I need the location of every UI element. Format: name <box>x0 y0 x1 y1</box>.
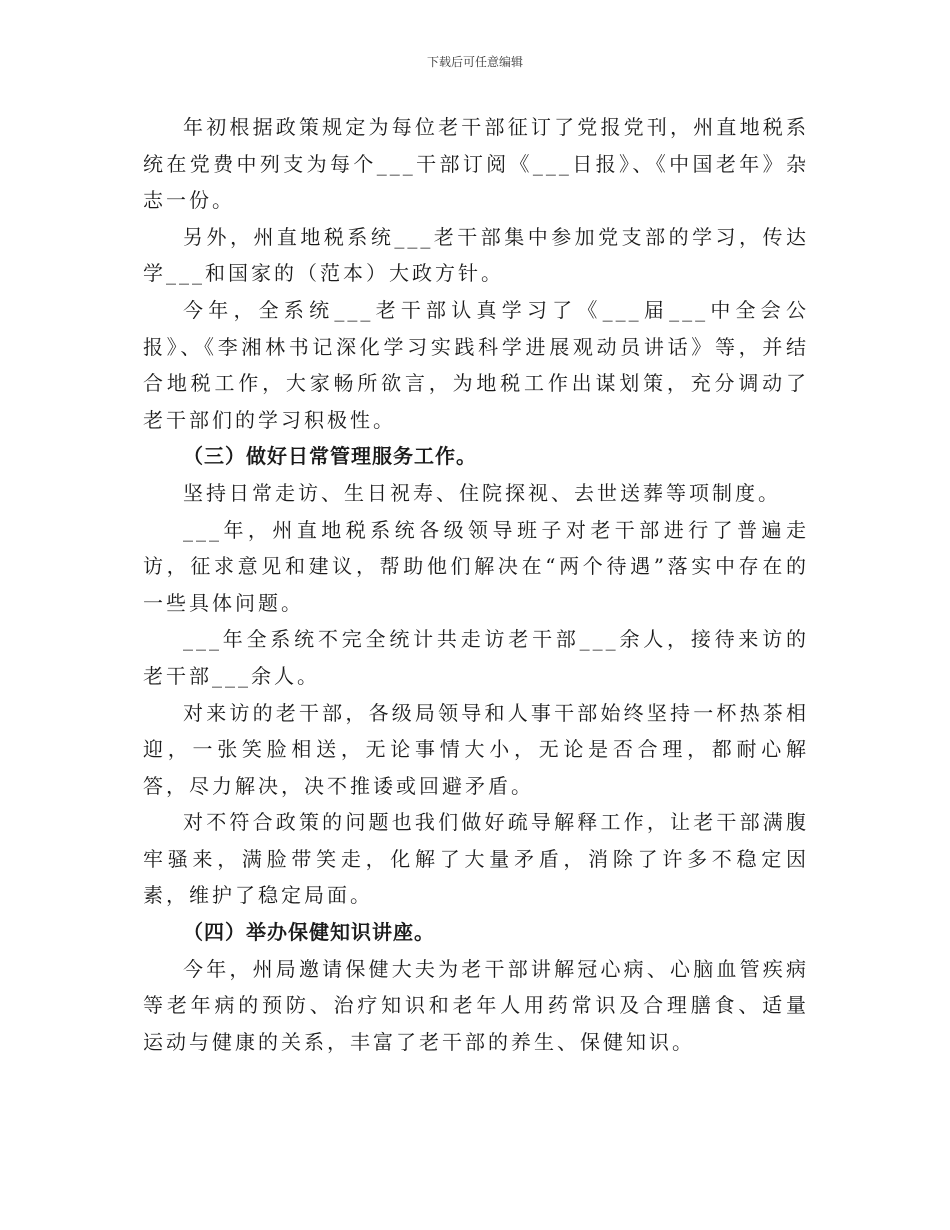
paragraph: 对不符合政策的问题也我们做好疏导解释工作，让老干部满腹牢骚来，满脸带笑走，化解了大量矛盾，消除了许多不稳定因素，维护了稳定局面。 <box>143 810 809 908</box>
paragraph: ___年，州直地税系统各级领导班子对老干部进行了普遍走访，征求意见和建议，帮助他们解决在“两个待遇”落实中存在的一些具体问题。 <box>143 517 809 615</box>
page-header: 下载后可任意编辑 <box>426 55 523 69</box>
paragraph: 另外，州直地税系统___老干部集中参加党支部的学习，传达学___和国家的（范本）大政方针。 <box>143 224 809 286</box>
paragraph: 对来访的老干部，各级局领导和人事干部始终坚持一杯热茶相迎，一张笑脸相送，无论事情大小，无论是否合理，都耐心解答，尽力解决，决不推诿或回避矛盾。 <box>143 700 809 798</box>
paragraph: 坚持日常走访、生日祝寿、住院探视、去世送葬等项制度。 <box>183 480 781 505</box>
paragraph: 年初根据政策规定为每位老干部征订了党报党刊，州直地税系统在党费中列支为每个___干部订阅《___日报》、《中国老年》杂志一份。 <box>143 115 809 213</box>
section-heading: （四）举办保健知识讲座。 <box>183 920 435 945</box>
section-heading: （三）做好日常管理服务工作。 <box>183 444 477 469</box>
document-body <box>143 109 809 1060</box>
paragraph: 今年，州局邀请保健大夫为老干部讲解冠心病、心脑血管疾病等老年病的预防、治疗知识和老年人用药常识及合理膳食、适量运动与健康的关系，丰富了老干部的养生、保健知识。 <box>143 956 809 1054</box>
paragraph: 今年，全系统___老干部认真学习了《___届___中全会公报》、《李湘林书记深化学习实践科学进展观动员讲话》等，并结合地税工作，大家畅所欲言，为地税工作出谋划策，充分调动了老干部们的学习积极性。 <box>143 297 809 432</box>
paragraph: ___年全系统不完全统计共走访老干部___余人，接待来访的老干部___余人。 <box>143 627 809 688</box>
